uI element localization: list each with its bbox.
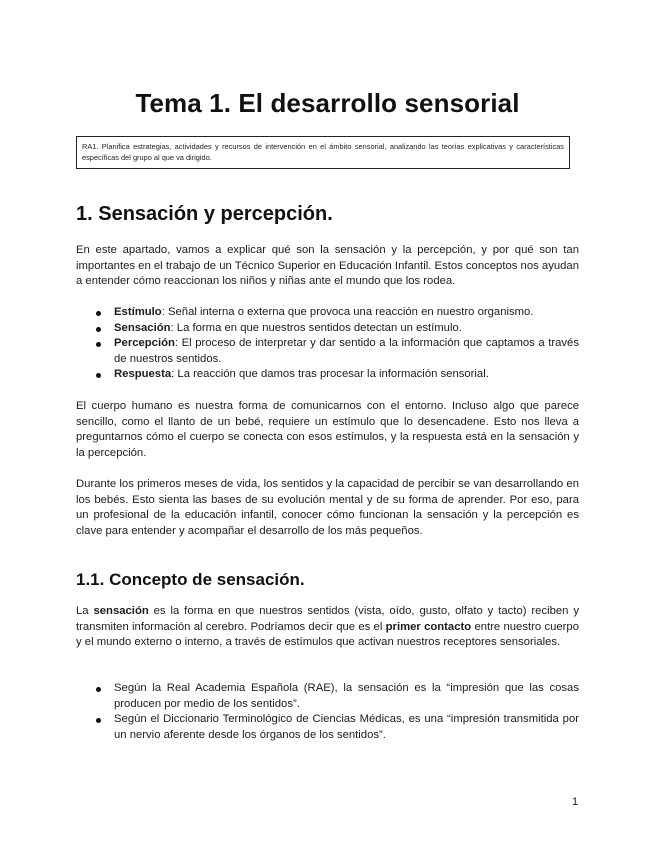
bullet-icon — [96, 687, 101, 692]
term-label: Sensación — [114, 321, 171, 334]
definitions-list — [76, 305, 579, 383]
bullet-icon — [96, 718, 101, 723]
medical-dictionary-definition: Según el Diccionario Terminológico de Ciencias Médicas, es una “impresión transmitida por un nervio aferente desde los órganos de los sentidos”. — [114, 713, 579, 741]
list-item — [76, 336, 579, 367]
sensation-text-middle: es la forma en que nuestros sentidos (vista, oído, gusto, olfato y tacto) reciben y transmiten información al cerebro. Podríamos decir que es el — [76, 605, 579, 633]
bullet-icon — [96, 373, 101, 378]
section-heading-concepto-sensacion: 1.1. Concepto de sensación. — [76, 570, 305, 589]
sensation-text-start: La — [76, 605, 94, 617]
term-label: Estímulo — [114, 306, 162, 318]
list-item — [76, 321, 579, 337]
term-label: Respuesta — [114, 368, 172, 381]
sensation-paragraph — [76, 604, 579, 651]
primer-contacto-bold: primer contacto — [385, 620, 472, 633]
bullet-icon — [96, 311, 101, 316]
list-item — [76, 712, 579, 743]
list-item — [76, 681, 579, 712]
page-title: Tema 1. El desarrollo sensorial — [135, 88, 520, 118]
list-item — [76, 305, 579, 321]
list-item — [76, 367, 579, 383]
rae-definition: Según la Real Academia Española (RAE), la sensación es la “impresión que las cosas producen por medio de los sentidos”. — [114, 682, 579, 710]
bullet-icon — [96, 327, 101, 332]
body-paragraph-cuerpo: El cuerpo humano es nuestra forma de comunicarnos con el entorno. Incluso algo que parece sencillo, como el llanto de un bebé, requiere un estímulo que lo desencadene. Esto nos lleva a preguntarnos cómo el cuerpo se conecta con esos estímulos, y la respuesta está en la sensación y la percepción. — [76, 400, 579, 459]
sensation-text-end: entre nuestro cuerpo y el mundo externo o interno, a través de estímulos que activan nuestros receptores sensoriales. — [76, 620, 580, 649]
definitions-sources-list — [76, 681, 579, 743]
term-label: Percepción — [114, 337, 175, 350]
sensation-bold-term: sensación — [93, 605, 149, 617]
term-definition: : La reacción que damos tras procesar la información sensorial. — [171, 368, 489, 381]
section-heading-sensacion-percepcion: 1. Sensación y percepción. — [76, 203, 333, 225]
page-number: 1 — [572, 796, 579, 808]
learning-outcome-box: RA1. Planifica estrategias, actividades y recursos de intervención en el ámbito sensorial, analizando las teorías explicativas y características específicas del grupo al que va dirigido. — [76, 136, 570, 169]
term-definition: : Señal interna o externa que provoca una reacción en nuestro organismo. — [161, 306, 534, 318]
bullet-icon — [96, 342, 101, 347]
body-paragraph-primeros-meses: Durante los primeros meses de vida, los sentidos y la capacidad de percibir se van desarrollando en los bebés. Esto sienta las bases de su evolución mental y de su forma de aprender. Por eso, para un profesional de la educación infantil, conocer cómo funcionan la sensación y la percepción es clave para entender y acompañar el desarrollo de los más pequeños. — [76, 478, 579, 537]
term-definition: : El proceso de interpretar y dar sentido a la información que captamos a través de nuestros sentidos. — [114, 337, 579, 365]
term-definition: : La forma en que nuestros sentidos detectan un estímulo. — [170, 321, 462, 334]
intro-paragraph: En este apartado, vamos a explicar qué son la sensación y la percepción, y por qué son tan importantes en el trabajo de un Técnico Superior en Educación Infantil. Estos conceptos nos ayudan a entender cómo reaccionan los niños y niñas ante el mundo que los rodea. — [76, 244, 579, 288]
